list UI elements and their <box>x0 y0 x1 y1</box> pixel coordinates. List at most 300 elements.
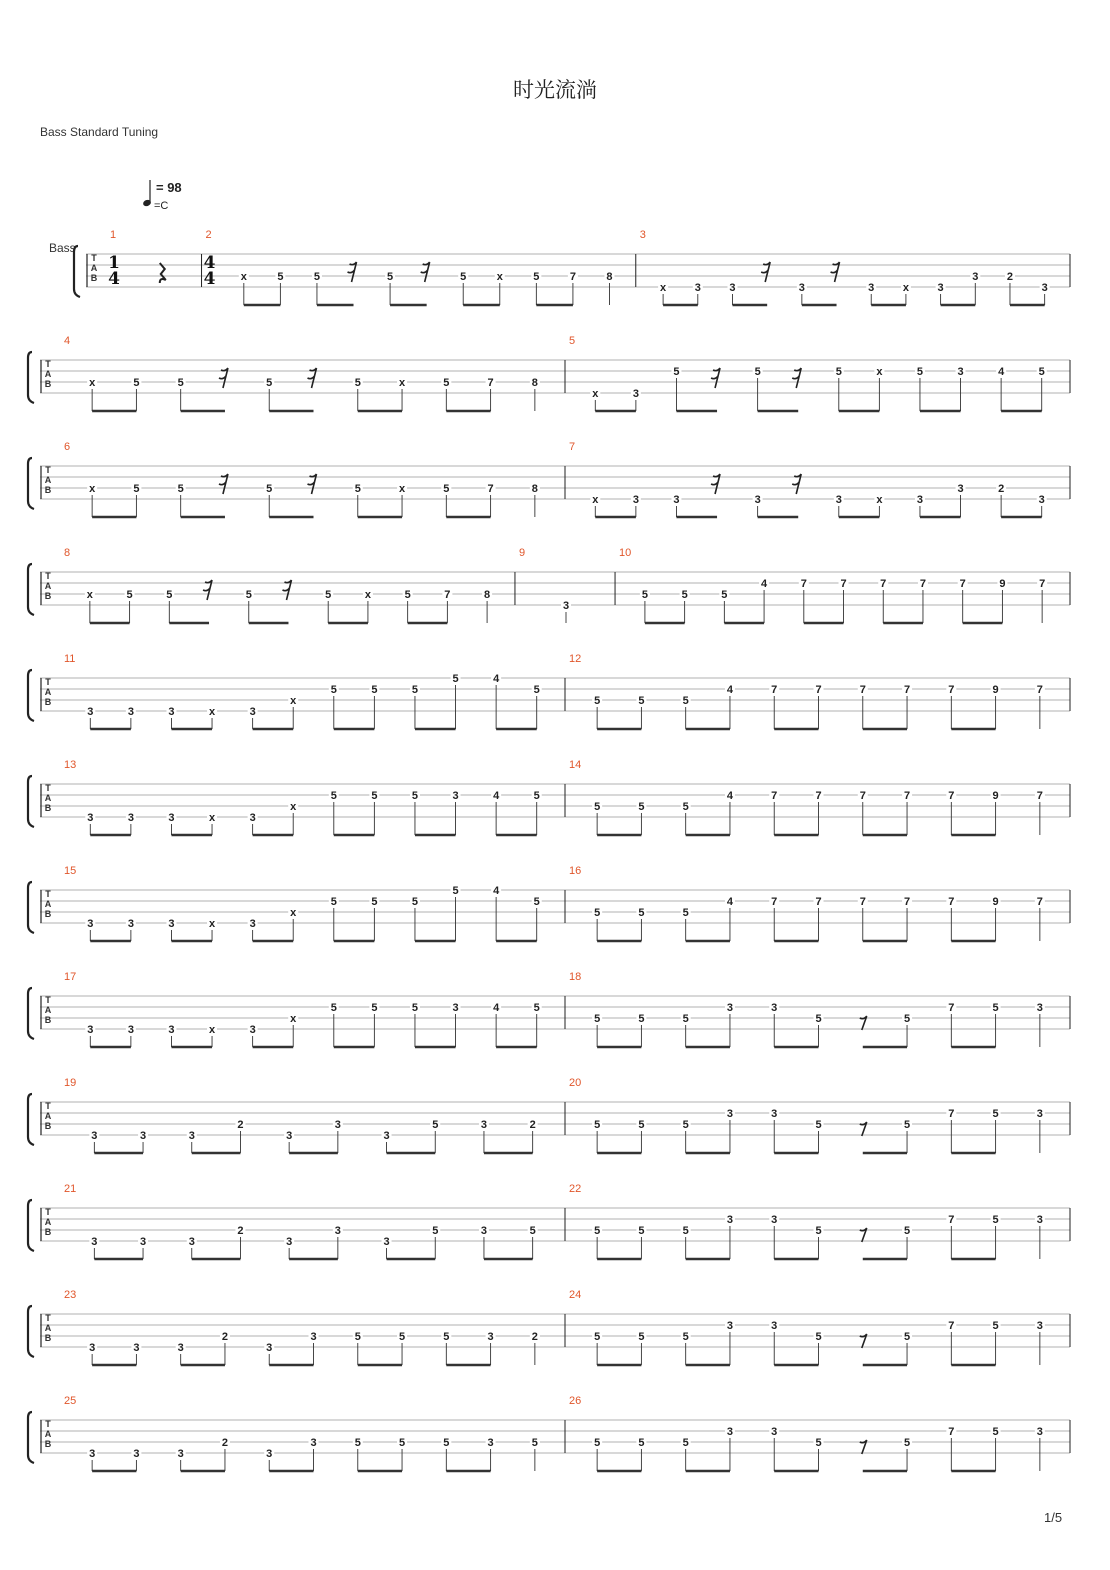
fret-number: x <box>89 483 96 495</box>
fret-number: 5 <box>529 1225 536 1237</box>
measure-number: 22 <box>569 1183 582 1195</box>
measure-number: 20 <box>569 1077 582 1089</box>
tab-clef-letter: A <box>44 1005 52 1015</box>
tab-clef-letter: T <box>45 1207 51 1217</box>
measure-number: 26 <box>569 1395 582 1407</box>
tempo-value: = 98 <box>156 180 182 195</box>
fret-number: 7 <box>771 790 778 802</box>
fret-number: 5 <box>354 1331 361 1343</box>
fret-number: 5 <box>638 907 645 919</box>
fret-number: 5 <box>133 483 140 495</box>
fret-number: 5 <box>681 589 688 601</box>
fret-number: 5 <box>443 1331 450 1343</box>
fret-number: 9 <box>999 578 1006 590</box>
fret-number: 5 <box>594 1437 601 1449</box>
fret-number: x <box>290 801 297 813</box>
tab-clef-letter: B <box>44 1333 52 1343</box>
fret-number: 5 <box>371 684 378 696</box>
tab-clef-letter: A <box>44 475 52 485</box>
fret-number: 5 <box>533 1002 540 1014</box>
fret-number: 3 <box>334 1119 341 1131</box>
fret-number: 5 <box>126 589 133 601</box>
fret-number: 5 <box>815 1225 822 1237</box>
measure-number: 8 <box>64 547 71 559</box>
fret-number: 4 <box>493 1002 500 1014</box>
fret-number: 5 <box>638 1331 645 1343</box>
fret-number: 3 <box>798 282 805 294</box>
tab-clef-letter: T <box>45 1101 51 1111</box>
fret-number: 5 <box>354 483 361 495</box>
fret-number: x <box>290 695 297 707</box>
tab-clef-letter: T <box>45 359 51 369</box>
fret-number: 3 <box>632 388 639 400</box>
fret-number: 2 <box>998 483 1005 495</box>
fret-number: 5 <box>452 885 459 897</box>
fret-number: x <box>208 918 216 930</box>
tab-clef-letter: T <box>45 465 51 475</box>
fret-number: 3 <box>383 1236 390 1248</box>
fret-number: 4 <box>761 578 768 590</box>
fret-number: x <box>496 271 503 283</box>
fret-number: 5 <box>354 377 361 389</box>
fret-number: 3 <box>133 1342 140 1354</box>
tab-clef-letter: B <box>44 1227 52 1237</box>
fret-number: 3 <box>177 1448 184 1460</box>
fret-number: 3 <box>1036 1426 1043 1438</box>
fret-number: 7 <box>948 684 955 696</box>
fret-number: 5 <box>531 1437 538 1449</box>
time-signature-top: 1 <box>108 253 120 273</box>
system-bracket <box>28 352 34 403</box>
fret-number: 7 <box>903 684 911 696</box>
time-signature-bottom: 4 <box>108 269 120 289</box>
tab-clef-letter: A <box>44 1323 52 1333</box>
fret-number: 3 <box>168 812 175 824</box>
fret-number: 5 <box>594 907 601 919</box>
fret-number: 5 <box>177 483 184 495</box>
fret-number: 5 <box>682 801 689 813</box>
fret-number: 7 <box>1039 578 1046 590</box>
system-bracket <box>28 882 34 933</box>
measure-number: 6 <box>64 441 71 453</box>
fret-number: 5 <box>277 271 284 283</box>
tab-clef-letter: B <box>44 1439 52 1449</box>
fret-number: 5 <box>411 790 419 802</box>
fret-number: 5 <box>443 377 450 389</box>
fret-number: 5 <box>638 1225 645 1237</box>
fret-number: 7 <box>771 896 778 908</box>
fret-number: 5 <box>594 1225 601 1237</box>
fret-number: 5 <box>903 1437 911 1449</box>
fret-number: 3 <box>452 1002 459 1014</box>
fret-number: 4 <box>493 673 500 685</box>
fret-number: 9 <box>992 684 999 696</box>
measure-number: 10 <box>619 547 632 559</box>
fret-number: 7 <box>815 684 822 696</box>
fret-number: 5 <box>682 1119 689 1131</box>
fret-number: 5 <box>594 801 601 813</box>
fret-number: 5 <box>330 790 337 802</box>
fret-number: 7 <box>859 790 866 802</box>
fret-number: 3 <box>771 1426 778 1438</box>
tab-clef-letter: B <box>44 485 52 495</box>
fret-number: x <box>876 494 883 506</box>
fret-number: 7 <box>859 684 866 696</box>
fret-number: 7 <box>948 1320 955 1332</box>
fret-number: 3 <box>139 1236 147 1248</box>
fret-number: 3 <box>726 1108 734 1120</box>
fret-number: 7 <box>1036 684 1043 696</box>
fret-number: 3 <box>89 1448 96 1460</box>
fret-number: 5 <box>903 1331 911 1343</box>
fret-number: 3 <box>188 1236 195 1248</box>
tab-clef-letter: B <box>44 697 52 707</box>
measure-number: 21 <box>64 1183 77 1195</box>
fret-number: 5 <box>916 366 924 378</box>
fret-number: 5 <box>398 1331 406 1343</box>
fret-number: x <box>290 907 297 919</box>
fret-number: 3 <box>168 706 175 718</box>
fret-number: 3 <box>480 1119 488 1131</box>
fret-number: 7 <box>919 578 927 590</box>
tab-clef-letter: T <box>45 995 51 1005</box>
fret-number: x <box>208 706 216 718</box>
fret-number: 3 <box>91 1236 98 1248</box>
fret-number: 7 <box>948 1426 955 1438</box>
fret-number: 3 <box>452 790 459 802</box>
fret-number: 3 <box>972 271 979 283</box>
fret-number: 3 <box>168 1024 175 1036</box>
fret-number: 5 <box>682 1331 689 1343</box>
quarter-rest-icon <box>160 263 166 283</box>
tempo-key: =C <box>154 200 169 212</box>
fret-number: 7 <box>903 790 911 802</box>
fret-number: 3 <box>286 1236 293 1248</box>
fret-number: 5 <box>266 377 273 389</box>
fret-number: 3 <box>726 1214 734 1226</box>
tab-clef-letter: B <box>44 803 52 813</box>
fret-number: 7 <box>880 578 887 590</box>
instrument-label: Bass <box>49 241 76 255</box>
fret-number: 5 <box>330 684 337 696</box>
fret-number: 3 <box>168 918 175 930</box>
fret-number: x <box>902 282 909 294</box>
fret-number: 5 <box>721 589 728 601</box>
fret-number: 5 <box>992 1320 999 1332</box>
fret-number: 5 <box>903 1225 911 1237</box>
fret-number: 7 <box>569 271 576 283</box>
fret-number: 5 <box>177 377 184 389</box>
fret-number: 3 <box>771 1320 778 1332</box>
fret-number: 3 <box>286 1130 293 1142</box>
fret-number: 7 <box>815 790 822 802</box>
fret-number: 7 <box>948 1214 955 1226</box>
fret-number: 5 <box>682 1437 689 1449</box>
fret-number: 3 <box>266 1448 273 1460</box>
fret-number: 5 <box>432 1225 439 1237</box>
fret-number: 5 <box>815 1437 822 1449</box>
fret-number: 5 <box>815 1331 822 1343</box>
fret-number: 3 <box>139 1130 147 1142</box>
fret-number: x <box>240 271 247 283</box>
fret-number: 5 <box>641 589 648 601</box>
fret-number: 3 <box>729 282 736 294</box>
fret-number: 5 <box>452 673 459 685</box>
fret-number: 7 <box>948 896 955 908</box>
measure-number: 9 <box>518 547 526 559</box>
fret-number: 4 <box>998 366 1005 378</box>
fret-number: 7 <box>840 578 847 590</box>
fret-number: 5 <box>533 896 540 908</box>
fret-number: 7 <box>948 790 955 802</box>
tab-clef-letter: B <box>44 909 52 919</box>
system-bracket <box>28 776 34 827</box>
fret-number: x <box>876 366 883 378</box>
time-signature-top: 4 <box>203 253 216 273</box>
fret-number: 2 <box>221 1437 229 1449</box>
fret-number: 5 <box>354 1437 361 1449</box>
fret-number: 3 <box>249 706 256 718</box>
fret-number: 5 <box>638 1119 645 1131</box>
measure-number: 24 <box>569 1289 582 1301</box>
fret-number: 5 <box>404 589 411 601</box>
fret-number: 5 <box>815 1119 822 1131</box>
tab-clef-letter: T <box>45 889 51 899</box>
fret-number: 5 <box>682 1225 689 1237</box>
fret-number: 3 <box>937 282 944 294</box>
tab-clef-letter: A <box>44 1111 52 1121</box>
fret-number: 4 <box>726 896 734 908</box>
system-bracket <box>28 988 34 1039</box>
measure-number: 13 <box>64 759 77 771</box>
fret-number: 2 <box>1006 271 1014 283</box>
fret-number: 8 <box>531 483 538 495</box>
fret-number: 5 <box>387 271 394 283</box>
fret-number: 3 <box>249 812 256 824</box>
fret-number: 3 <box>1041 282 1048 294</box>
fret-number: 3 <box>957 483 964 495</box>
fret-number: 3 <box>1036 1320 1043 1332</box>
fret-number: 5 <box>533 271 540 283</box>
fret-number: 3 <box>771 1214 778 1226</box>
fret-number: 7 <box>800 578 807 590</box>
eighth-rest-icon <box>860 1122 867 1136</box>
measure-number: 17 <box>64 971 77 983</box>
fret-number: 3 <box>726 1002 734 1014</box>
fret-number: 3 <box>487 1437 494 1449</box>
system-bracket <box>28 458 34 509</box>
time-signature-bottom: 4 <box>203 269 216 289</box>
fret-number: 3 <box>916 494 924 506</box>
fret-number: 3 <box>87 812 94 824</box>
fret-number: 7 <box>1036 896 1043 908</box>
fret-number: 3 <box>188 1130 195 1142</box>
fret-number: 5 <box>133 377 140 389</box>
song-title: 时光流淌 <box>513 78 597 102</box>
fret-number: x <box>398 483 406 495</box>
fret-number: 3 <box>726 1320 734 1332</box>
fret-number: 5 <box>398 1437 406 1449</box>
fret-number: 5 <box>638 695 645 707</box>
fret-number: 3 <box>310 1437 317 1449</box>
measure-number: 15 <box>64 865 77 877</box>
fret-number: 7 <box>487 377 494 389</box>
fret-number: 3 <box>673 494 680 506</box>
tab-clef-letter: A <box>44 1217 52 1227</box>
system-bracket <box>28 564 34 615</box>
tab-clef-letter: A <box>44 687 52 697</box>
fret-number: 5 <box>460 271 467 283</box>
fret-number: 3 <box>310 1331 317 1343</box>
fret-number: 3 <box>266 1342 273 1354</box>
tab-clef-letter: B <box>44 1015 52 1025</box>
eighth-rest-icon <box>860 1228 867 1242</box>
fret-number: 3 <box>1036 1108 1043 1120</box>
fret-number: 3 <box>771 1108 778 1120</box>
measure-number: 11 <box>64 653 76 665</box>
tab-clef-letter: T <box>45 1313 51 1323</box>
measure-number: 23 <box>64 1289 77 1301</box>
tab-clef-letter: A <box>44 581 52 591</box>
tab-clef-letter: B <box>44 591 52 601</box>
fret-number: 7 <box>948 1002 955 1014</box>
fret-number: 5 <box>992 1214 999 1226</box>
fret-number: 3 <box>177 1342 184 1354</box>
fret-number: 5 <box>166 589 173 601</box>
fret-number: 7 <box>444 589 451 601</box>
fret-number: 3 <box>754 494 761 506</box>
tab-clef-letter: A <box>44 1429 52 1439</box>
fret-number: 3 <box>480 1225 488 1237</box>
system-bracket <box>28 670 34 721</box>
fret-number: 5 <box>443 1437 450 1449</box>
fret-number: 2 <box>531 1331 538 1343</box>
fret-number: 3 <box>1038 494 1045 506</box>
fret-number: 5 <box>371 896 378 908</box>
fret-number: x <box>208 812 216 824</box>
fret-number: 5 <box>992 1108 999 1120</box>
fret-number: 3 <box>249 1024 256 1036</box>
fret-number: 7 <box>959 578 966 590</box>
fret-number: 5 <box>992 1426 999 1438</box>
fret-number: 5 <box>313 271 321 283</box>
tab-clef-letter: A <box>90 263 98 273</box>
measure-number: 4 <box>64 335 71 347</box>
fret-number: 3 <box>868 282 875 294</box>
fret-number: 5 <box>682 907 689 919</box>
fret-number: 7 <box>1036 790 1043 802</box>
fret-number: 3 <box>726 1426 734 1438</box>
fret-number: 3 <box>87 706 94 718</box>
fret-number: 3 <box>87 918 94 930</box>
fret-number: 3 <box>89 1342 96 1354</box>
measure-number: 5 <box>569 335 576 347</box>
fret-number: 3 <box>249 918 256 930</box>
fret-number: 5 <box>835 366 842 378</box>
fret-number: 3 <box>133 1448 140 1460</box>
fret-number: 3 <box>127 1024 134 1036</box>
fret-number: 3 <box>771 1002 778 1014</box>
tuning-label: Bass Standard Tuning <box>40 125 159 139</box>
measure-number: 1 <box>110 229 117 241</box>
measure-number: 12 <box>569 653 582 665</box>
fret-number: 5 <box>594 695 601 707</box>
fret-number: 9 <box>992 896 999 908</box>
eighth-rest-icon <box>860 1016 867 1030</box>
fret-number: 3 <box>87 1024 94 1036</box>
fret-number: 5 <box>594 1119 601 1131</box>
fret-number: 5 <box>432 1119 439 1131</box>
measure-number: 18 <box>569 971 582 983</box>
system-bracket <box>28 1306 34 1357</box>
system-bracket <box>28 1200 34 1251</box>
measure-number: 2 <box>205 229 212 241</box>
measure-number: 3 <box>639 229 646 241</box>
fret-number: 5 <box>411 1002 419 1014</box>
fret-number: 7 <box>815 896 822 908</box>
measure-number: 14 <box>569 759 582 771</box>
fret-number: x <box>660 282 667 294</box>
fret-number: 5 <box>533 790 540 802</box>
fret-number: x <box>398 377 406 389</box>
fret-number: 5 <box>594 1331 601 1343</box>
fret-number: 5 <box>638 1013 645 1025</box>
tab-clef-letter: B <box>44 1121 52 1131</box>
fret-number: x <box>89 377 96 389</box>
fret-number: 3 <box>334 1225 341 1237</box>
measure-number: 7 <box>569 441 576 453</box>
fret-number: 5 <box>992 1002 999 1014</box>
system-bracket <box>28 1412 34 1463</box>
fret-number: 5 <box>903 1013 911 1025</box>
fret-number: 9 <box>992 790 999 802</box>
system-bracket <box>74 246 80 297</box>
fret-number: 3 <box>835 494 842 506</box>
fret-number: 5 <box>754 366 761 378</box>
fret-number: 5 <box>1038 366 1045 378</box>
fret-number: 7 <box>903 896 911 908</box>
fret-number: 5 <box>266 483 273 495</box>
tab-clef-letter: A <box>44 899 52 909</box>
fret-number: 5 <box>330 896 337 908</box>
fret-number: 5 <box>638 801 645 813</box>
measure-number: 16 <box>569 865 582 877</box>
fret-number: 5 <box>411 896 419 908</box>
fret-number: 7 <box>487 483 494 495</box>
fret-number: x <box>208 1024 216 1036</box>
measure-number: 19 <box>64 1077 77 1089</box>
fret-number: x <box>86 589 93 601</box>
fret-number: x <box>592 388 599 400</box>
tab-clef-letter: A <box>44 369 52 379</box>
tab-clef-letter: T <box>45 677 51 687</box>
fret-number: 2 <box>529 1119 536 1131</box>
fret-number: 5 <box>682 695 689 707</box>
fret-number: x <box>290 1013 297 1025</box>
fret-number: 5 <box>903 1119 911 1131</box>
fret-number: 3 <box>91 1130 98 1142</box>
fret-number: 5 <box>411 684 419 696</box>
fret-number: 4 <box>493 885 500 897</box>
measure-number: 25 <box>64 1395 77 1407</box>
tab-clef-letter: B <box>90 273 98 283</box>
fret-number: x <box>592 494 599 506</box>
fret-number: 2 <box>221 1331 229 1343</box>
tab-clef-letter: T <box>91 253 97 263</box>
fret-number: 5 <box>673 366 680 378</box>
fret-number: 4 <box>493 790 500 802</box>
fret-number: 3 <box>957 366 964 378</box>
